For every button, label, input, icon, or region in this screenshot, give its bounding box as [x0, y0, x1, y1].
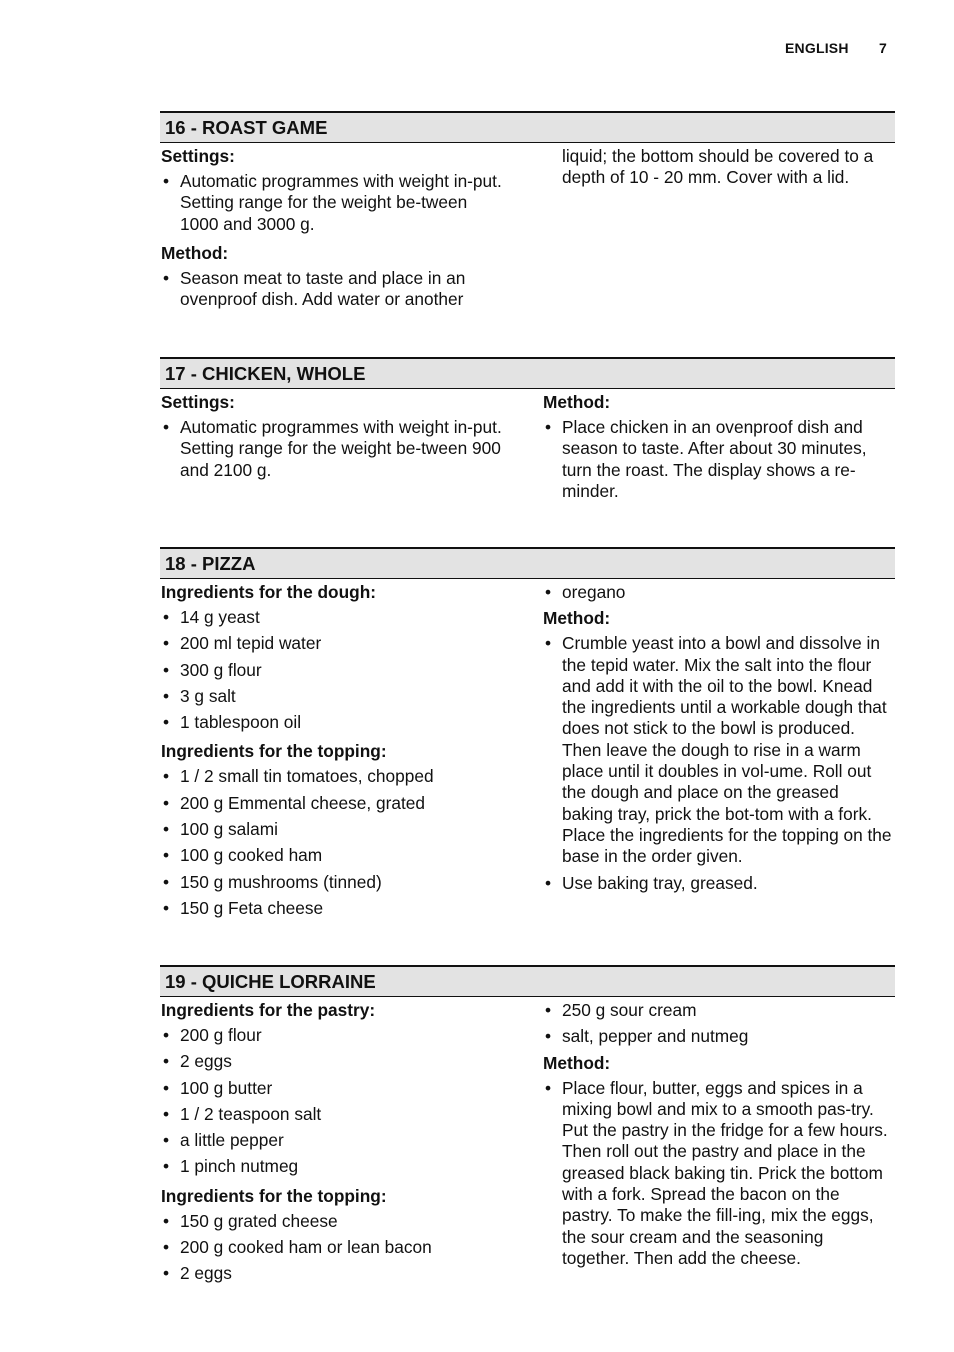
list-item: • 300 g flour	[161, 660, 509, 681]
list-item: • 200 g cooked ham or lean bacon	[161, 1237, 509, 1258]
settings-heading: Settings:	[161, 146, 235, 166]
topping-list	[161, 766, 509, 919]
list-item: • salt, pepper and nutmeg	[543, 1026, 894, 1047]
list-item: • 200 ml tepid water	[161, 633, 509, 654]
list-item: • 2 eggs	[161, 1263, 509, 1284]
topping-continuation-list	[543, 1000, 894, 1048]
left-column	[160, 997, 527, 1290]
right-column	[527, 579, 894, 924]
list-item: • 150 g grated cheese	[161, 1211, 509, 1232]
list-item: • 1 pinch nutmeg	[161, 1156, 509, 1177]
list-item: • 100 g cooked ham	[161, 845, 509, 866]
method-continuation: liquid; the bottom should be covered to a depth of 10 - 20 mm. Cover with a lid.	[562, 146, 874, 188]
section-title: 18 - PIZZA	[160, 547, 895, 579]
list-item: • 14 g yeast	[161, 607, 509, 628]
method-list	[543, 1078, 894, 1270]
method-list	[543, 633, 894, 894]
section-quiche-lorraine	[160, 965, 895, 1290]
dough-heading: Ingredients for the dough:	[161, 582, 377, 602]
list-item: • a little pepper	[161, 1130, 509, 1151]
topping-list	[161, 1211, 509, 1285]
list-item: • Season meat to taste and place in an ovenproof dish. Add water or another	[161, 268, 509, 311]
list-item: • 150 g mushrooms (tinned)	[161, 872, 509, 893]
list-item: • oregano	[543, 582, 894, 603]
method-heading: Method:	[543, 1052, 611, 1073]
left-column	[160, 389, 527, 507]
list-item: • 1 tablespoon oil	[161, 712, 509, 733]
list-item: • 150 g Feta cheese	[161, 898, 509, 919]
list-item: • 3 g salt	[161, 686, 509, 707]
list-item: • 1 / 2 teaspoon salt	[161, 1104, 509, 1125]
list-item: • 1 / 2 small tin tomatoes, chopped	[161, 766, 509, 787]
section-pizza	[160, 547, 895, 924]
method-list	[543, 417, 894, 502]
left-column	[160, 579, 527, 924]
list-item: • 100 g butter	[161, 1078, 509, 1099]
method-heading: Method:	[543, 392, 611, 412]
pastry-list	[161, 1025, 509, 1178]
page-language-label: ENGLISH	[785, 40, 849, 56]
section-roast-game	[160, 111, 895, 315]
list-item: • Use baking tray, greased.	[543, 873, 894, 894]
method-list	[161, 268, 509, 311]
topping-heading: Ingredients for the topping:	[161, 1185, 387, 1206]
topping-heading: Ingredients for the topping:	[161, 741, 387, 762]
list-item: • Automatic programmes with weight in-put. Setting range for the weight be-tween 1000 and 3000 g.	[161, 171, 509, 235]
left-column	[160, 143, 527, 315]
list-item: • Automatic programmes with weight in-put. Setting range for the weight be-tween 900 and 2100 g.	[161, 417, 509, 481]
section-chicken-whole	[160, 357, 895, 507]
page-number: 7	[879, 40, 887, 56]
list-item: • 200 g flour	[161, 1025, 509, 1046]
section-title: 19 - QUICHE LORRAINE	[160, 965, 895, 997]
section-title: 17 - CHICKEN, WHOLE	[160, 357, 895, 389]
list-item: • 100 g salami	[161, 819, 509, 840]
pastry-heading: Ingredients for the pastry:	[161, 1000, 376, 1020]
right-column	[527, 389, 894, 507]
list-item: • 250 g sour cream	[543, 1000, 894, 1021]
settings-heading: Settings:	[161, 392, 235, 412]
list-item: • Place flour, butter, eggs and spices in a mixing bowl and mix to a smooth pas-try. Put the pastry in the fridge for a few hours. Then roll out the pastry and place in the greased black baking tin. Prick the bottom with a fork. Spread the bacon on the pastry. To make the fill-ing, mix the eggs, the sour cream and the seasoning together. Then add the cheese.	[543, 1078, 894, 1270]
list-item: • 2 eggs	[161, 1051, 509, 1072]
settings-list	[161, 417, 509, 481]
list-item: • 200 g Emmental cheese, grated	[161, 793, 509, 814]
list-item: • Crumble yeast into a bowl and dissolve in the tepid water. Mix the salt into the flour and add it with the oil to the bowl. Knead the ingredients until a workable dough that does not stick to the bowl is produced. Then leave the dough to rise in a warm place until it doubles in vol-ume. Roll out the dough and place on the greased baking tray, prick the bot-tom with a fork. Place the ingredients for the topping on the base in the order given.	[543, 633, 894, 867]
section-title: 16 - ROAST GAME	[160, 111, 895, 143]
method-heading: Method:	[161, 242, 229, 263]
topping-continuation-list	[543, 582, 894, 603]
method-heading: Method:	[543, 608, 611, 629]
list-item: • Place chicken in an ovenproof dish and season to taste. After about 30 minutes, turn the roast. The display shows a re-minder.	[543, 417, 894, 502]
right-column	[527, 997, 894, 1290]
settings-list	[161, 171, 509, 235]
dough-list	[161, 607, 509, 733]
right-column	[527, 143, 894, 315]
